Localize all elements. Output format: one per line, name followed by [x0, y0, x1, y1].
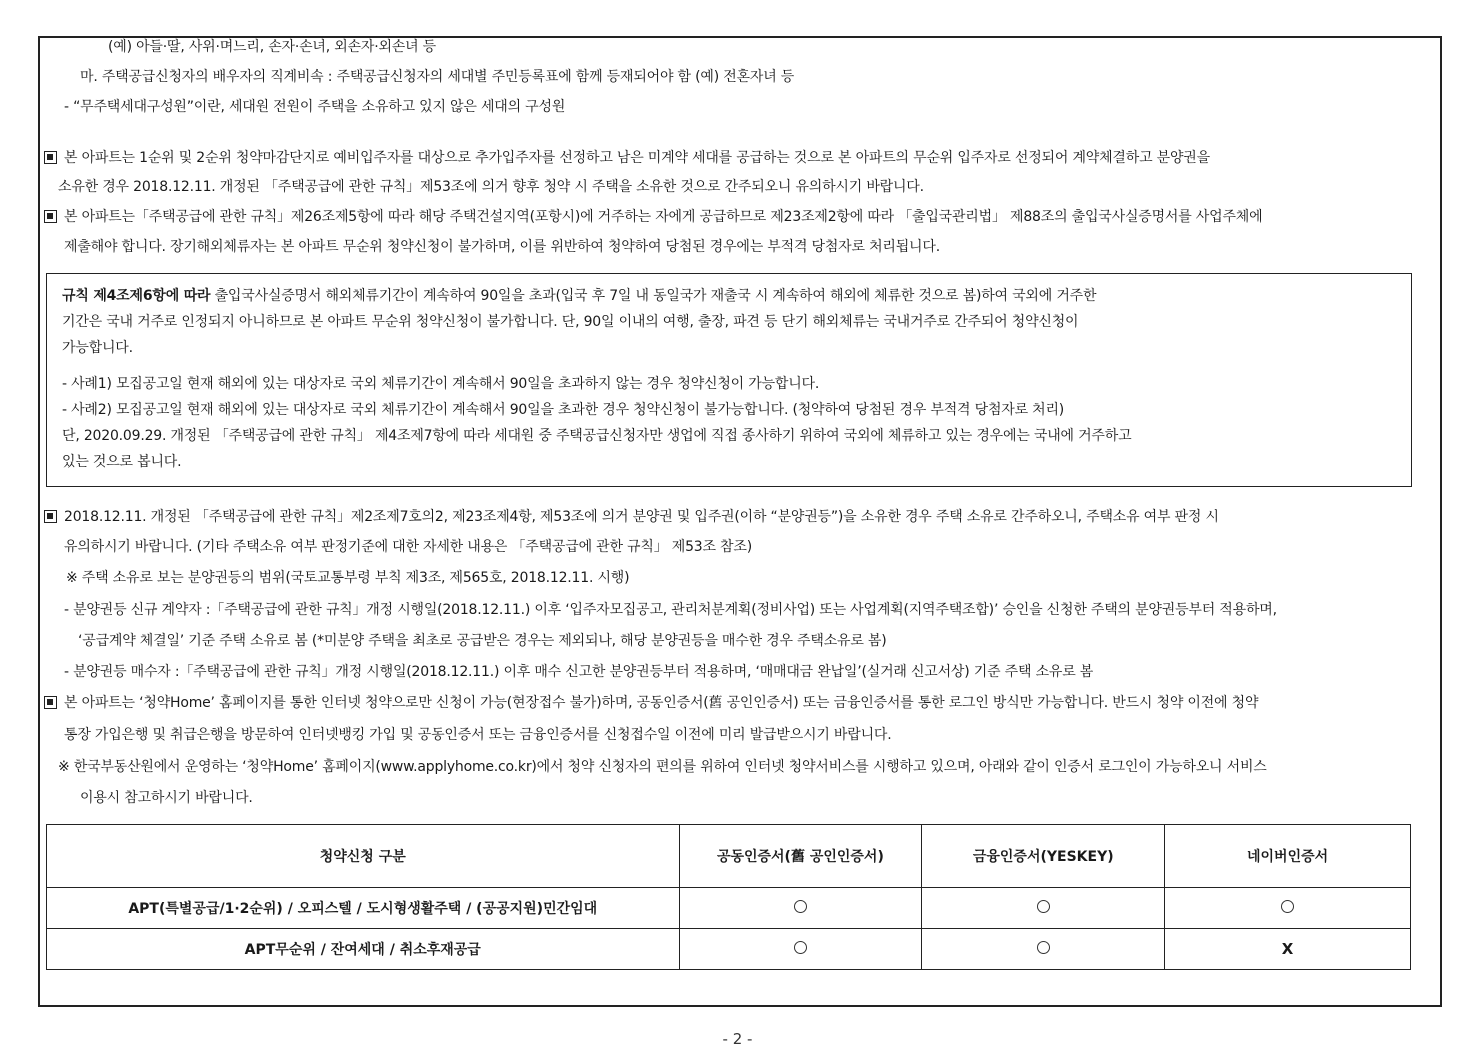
paragraph-line: [44, 149, 1210, 167]
notice-bold: 규칙 제4조제6항에 따라: [62, 288, 211, 304]
paragraph-text: 본 아파트는 1순위 및 2순위 청약마감단지로 예비입주자를 대상으로 추가입주자를 선정하고 남은 미계약 세대를 공급하는 것으로 본 아파트의 무순위 입주자로 선정되어 계약체결하고 분양권을: [64, 150, 1210, 166]
notice-line: - 사례2) 모집공고일 현재 해외에 있는 대상자로 국외 체류기간이 계속해서 90일을 초과한 경우 청약신청이 불가능합니다. (청약하여 당첨된 경우 부적격 당첨자로 처리): [62, 402, 1065, 418]
text-line: - 분양권등 매수자 :「주택공급에 관한 규칙」개정 시행일(2018.12.11.) 이후 매수 신고한 분양권등부터 적용하며, ‘매매대금 완납일’(실거래 신고서상) 기준 주택 소유로 봄: [64, 664, 1094, 680]
table-cell: [922, 929, 1165, 970]
table-cell: [679, 888, 922, 929]
x-mark: X: [1281, 940, 1294, 958]
certificate-table: [46, 824, 1411, 970]
square-bullet-icon: [44, 210, 57, 223]
text-line: ※ 주택 소유로 보는 분양권등의 범위(국토교통부령 부칙 제3조, 제565호, 2018.12.11. 시행): [66, 570, 630, 586]
notice-line: 가능합니다.: [62, 340, 133, 356]
paragraph-line: [44, 694, 1258, 712]
notice-line: 기간은 국내 거주로 인정되지 아니하므로 본 아파트 무순위 청약신청이 불가합니다. 단, 90일 이내의 여행, 출장, 파견 등 단기 해외체류는 국내거주로 간주되어 청약신청이: [62, 314, 1079, 330]
row-label: APT(특별공급/1·2순위) / 오피스텔 / 도시형생활주택 / (공공지원)민간임대: [47, 888, 680, 929]
paragraph-text: 본 아파트는「주택공급에 관한 규칙」제26조제5항에 따라 해당 주택건설지역(포항시)에 거주하는 자에게 공급하므로 제23조제2항에 따라 「출입국관리법」 제88조의 출입국사실증명서를 사업주체에: [64, 209, 1263, 225]
square-bullet-icon: [44, 151, 57, 164]
text-line: 제출해야 합니다. 장기해외체류자는 본 아파트 무순위 청약신청이 불가하며, 이를 위반하여 청약하여 당첨된 경우에는 부적격 당첨자로 처리됩니다.: [64, 239, 940, 255]
table-header-row: [47, 825, 1411, 888]
table-cell: [922, 888, 1165, 929]
paragraph-line: [44, 208, 1262, 226]
notice-line: 있는 것으로 봅니다.: [62, 454, 182, 470]
table-header: 청약신청 구분: [47, 825, 680, 888]
paragraph-text: 본 아파트는 ‘청약Home’ 홈페이지를 통한 인터넷 청약으로만 신청이 가능(현장접수 불가)하며, 공동인증서(舊 공인인증서) 또는 금융인증서를 통한 로그인 방식만 가능합니다. 반드시 청약 이전에 청약: [64, 695, 1259, 711]
paragraph-text: 2018.12.11. 개정된 「주택공급에 관한 규칙」제2조제7호의2, 제23조제4항, 제53조에 의거 분양권 및 입주권(이하 “분양권등”)을 소유한 경우 주택 소유로 간주하오니, 주택소유 여부 판정 시: [64, 509, 1219, 525]
table-row: [47, 929, 1411, 970]
circle-icon: [1037, 941, 1050, 954]
circle-icon: [794, 900, 807, 913]
text-line: (예) 아들·딸, 사위·며느리, 손자·손녀, 외손자·외손녀 등: [108, 39, 437, 55]
text-line: 이용시 참고하시기 바랍니다.: [80, 790, 253, 806]
text-line: 마. 주택공급신청자의 배우자의 직계비속 : 주택공급신청자의 세대별 주민등록표에 함께 등재되어야 함 (예) 전혼자녀 등: [80, 69, 795, 85]
table-cell: [1165, 929, 1411, 970]
row-label: APT무순위 / 잔여세대 / 취소후재공급: [47, 929, 680, 970]
table-row: [47, 888, 1411, 929]
table-header: 공동인증서(舊 공인인증서): [679, 825, 922, 888]
notice-line: - 사례1) 모집공고일 현재 해외에 있는 대상자로 국외 체류기간이 계속해서 90일을 초과하지 않는 경우 청약신청이 가능합니다.: [62, 376, 820, 392]
square-bullet-icon: [44, 696, 57, 709]
table-cell: [679, 929, 922, 970]
page-number: - 2 -: [722, 1030, 753, 1048]
text-line: 통장 가입은행 및 취급은행을 방문하여 인터넷뱅킹 가입 및 공동인증서 또는 금융인증서를 신청접수일 이전에 미리 발급받으시기 바랍니다.: [64, 727, 892, 743]
text-line: 유의하시기 바랍니다. (기타 주택소유 여부 판정기준에 대한 자세한 내용은 「주택공급에 관한 규칙」 제53조 참조): [64, 539, 752, 555]
notice-text: 출입국사실증명서 해외체류기간이 계속하여 90일을 초과(입국 후 7일 내 동일국가 재출국 시 계속하여 해외에 체류한 것으로 봄)하여 국외에 거주한: [210, 288, 1097, 304]
text-line: - 분양권등 신규 계약자 :「주택공급에 관한 규칙」개정 시행일(2018.12.11.) 이후 ‘입주자모집공고, 관리처분계획(정비사업) 또는 사업계획(지역주택조합)’ 승인을 신청한 주택의 분양권등부터 적용하며,: [64, 602, 1277, 618]
table-header: 금융인증서(YESKEY): [922, 825, 1165, 888]
notice-line: [62, 287, 1096, 305]
text-line: - “무주택세대구성원”이란, 세대원 전원이 주택을 소유하고 있지 않은 세대의 구성원: [64, 99, 566, 115]
text-line: 소유한 경우 2018.12.11. 개정된 「주택공급에 관한 규칙」제53조에 의거 향후 청약 시 주택을 소유한 것으로 간주되오니 유의하시기 바랍니다.: [58, 179, 924, 195]
notice-line: 단, 2020.09.29. 개정된 「주택공급에 관한 규칙」 제4조제7항에 따라 세대원 중 주택공급신청자만 생업에 직접 종사하기 위하여 국외에 체류하고 있는 경우에는 국내에 거주하고: [62, 428, 1132, 444]
text-line: ※ 한국부동산원에서 운영하는 ‘청약Home’ 홈페이지(www.applyhome.co.kr)에서 청약 신청자의 편의를 위하여 인터넷 청약서비스를 시행하고 있으며, 아래와 같이 인증서 로그인이 가능하오니 서비스: [58, 759, 1267, 775]
text-line: ‘공급계약 체결일’ 기준 주택 소유로 봄 (*미분양 주택을 최초로 공급받은 경우는 제외되나, 해당 분양권등을 매수한 경우 주택소유로 봄): [78, 633, 887, 649]
table-cell: [1165, 888, 1411, 929]
circle-icon: [1281, 900, 1294, 913]
square-bullet-icon: [44, 510, 57, 523]
paragraph-line: [44, 508, 1219, 526]
circle-icon: [794, 941, 807, 954]
circle-icon: [1037, 900, 1050, 913]
table-header: 네이버인증서: [1165, 825, 1411, 888]
